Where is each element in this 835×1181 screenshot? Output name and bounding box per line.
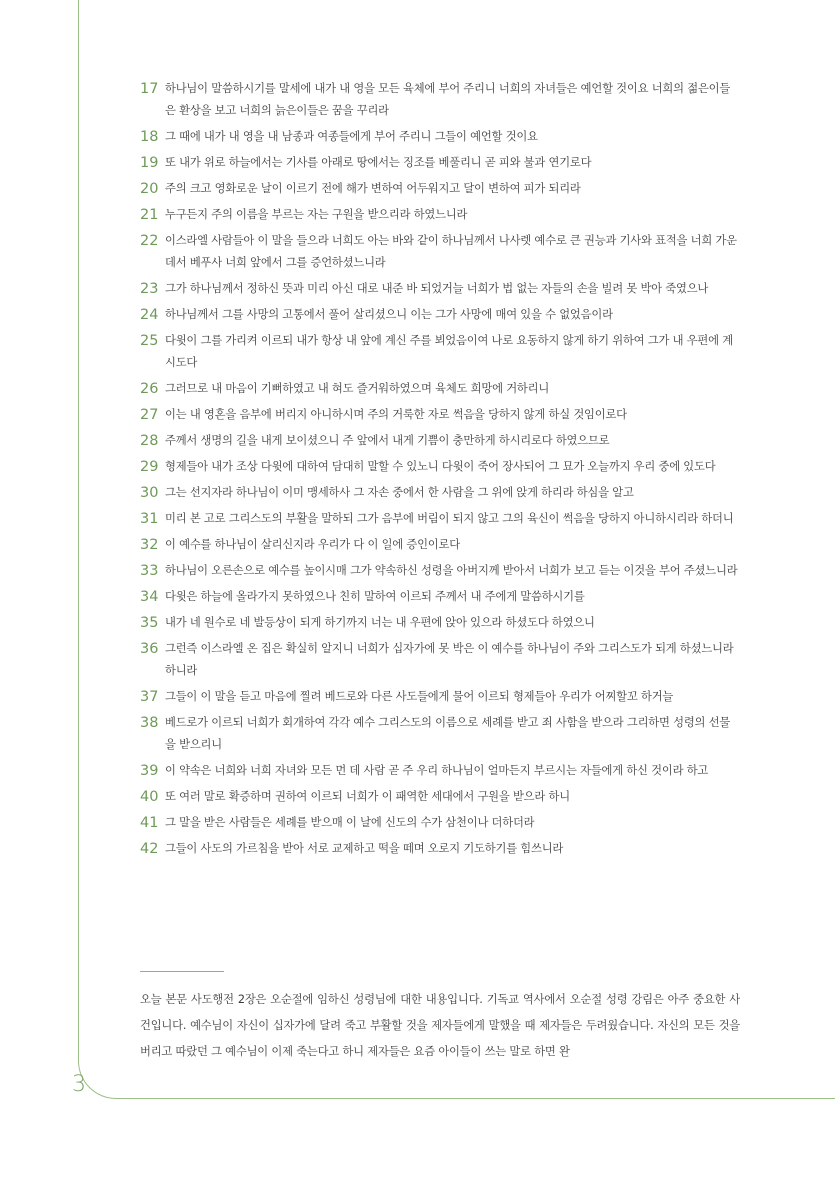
verse-row: [140, 403, 740, 429]
verse-text: 그 때에 내가 내 영을 내 남종과 여종들에게 부어 주리니 그들이 예언할 것이요: [165, 130, 538, 143]
verse-number: 34: [140, 589, 159, 605]
verse-row: [140, 611, 740, 637]
verse-text: 하나님께서 그를 사망의 고통에서 풀어 살리셨으니 이는 그가 사망에 매여 있을 수 없었음이라: [165, 308, 613, 321]
verse-number: 22: [140, 233, 159, 249]
verse-row: [140, 229, 740, 277]
verse-text: 그 말을 받은 사람들은 세례를 받으매 이 날에 신도의 수가 삼천이나 더하더라: [165, 816, 535, 829]
verse-text: 미리 본 고로 그리스도의 부활을 말하되 그가 음부에 버림이 되지 않고 그의 육신이 썩음을 당하지 아니하시리라 하더니: [165, 512, 734, 525]
verse-number: 40: [140, 789, 159, 805]
verse-text: 하나님이 말씀하시기를 말세에 내가 내 영을 모든 육체에 부어 주리니 너희의 자녀들은 예언할 것이요 너희의 젊은이들은 환상을 보고 너희의 늙은이들은 꿈을 꾸리라: [165, 82, 731, 117]
verse-number: 33: [140, 563, 159, 579]
verse-text: 그들이 사도의 가르침을 받아 서로 교제하고 떡을 떼며 오로지 기도하기를 힘쓰니라: [165, 842, 564, 855]
verse-row: [140, 785, 740, 811]
verse-row: [140, 125, 740, 151]
verse-row: [140, 837, 740, 863]
verse-text: 주의 크고 영화로운 날이 이르기 전에 해가 변하여 어두워지고 달이 변하여 피가 되리라: [165, 182, 581, 195]
verse-row: [140, 303, 740, 329]
verse-list: [140, 77, 740, 863]
verse-number: 23: [140, 281, 159, 297]
verse-row: [140, 811, 740, 837]
verse-row: [140, 481, 740, 507]
verse-row: [140, 533, 740, 559]
verse-row: [140, 151, 740, 177]
verse-number: 21: [140, 207, 159, 223]
verse-number: 41: [140, 815, 159, 831]
verse-row: [140, 559, 740, 585]
verse-text: 그가 하나님께서 정하신 뜻과 미리 아신 대로 내준 바 되었거늘 너희가 법 없는 자들의 손을 빌려 못 박아 죽였으나: [165, 282, 709, 295]
verse-text: 다윗이 그를 가리켜 이르되 내가 항상 내 앞에 계신 주를 뵈었음이여 나로 요동하지 않게 하기 위하여 그가 내 우편에 계시도다: [165, 334, 733, 369]
page-number: 3: [72, 1072, 86, 1097]
verse-number: 19: [140, 155, 159, 171]
verse-text: 그런즉 이스라엘 온 집은 확실히 알지니 너희가 십자가에 못 박은 이 예수를 하나님이 주와 그리스도가 되게 하셨느니라 하니라: [165, 642, 734, 677]
verse-row: [140, 637, 740, 685]
verse-number: 20: [140, 181, 159, 197]
verse-text: 그는 선지자라 하나님이 이미 맹세하사 그 자손 중에서 한 사람을 그 위에 앉게 하리라 하심을 알고: [165, 486, 634, 499]
verse-row: [140, 77, 740, 125]
verse-text: 누구든지 주의 이름을 부르는 자는 구원을 받으리라 하였느니라: [165, 208, 468, 221]
verse-row: [140, 429, 740, 455]
verse-number: 29: [140, 459, 159, 475]
verse-text: 하나님이 오른손으로 예수를 높이시매 그가 약속하신 성령을 아버지께 받아서 너희가 보고 듣는 이것을 부어 주셨느니라: [165, 564, 738, 577]
verse-text: 형제들아 내가 조상 다윗에 대하여 담대히 말할 수 있노니 다윗이 죽어 장사되어 그 묘가 오늘까지 우리 중에 있도다: [165, 460, 716, 473]
verse-row: [140, 177, 740, 203]
commentary-paragraph: 오늘 본문 사도행전 2장은 오순절에 임하신 성령님에 대한 내용입니다. 기독교 역사에서 오순절 성령 강림은 아주 중요한 사건입니다. 예수님이 자신이 십자가에 달려 죽고 부활할 것을 제자들에게 말했을 때 제자들은 두려웠습니다. 자신의 모든 것을 버리고 따랐던 그 예수님이 이제 죽는다고 하니 제자들은 요즘 아이들이 쓰는 말로 하면 완: [140, 993, 740, 1058]
verse-text: 그러므로 내 마음이 기뻐하였고 내 혀도 즐거워하였으며 육체도 희망에 거하리니: [165, 382, 550, 395]
verse-number: 30: [140, 485, 159, 501]
verse-row: [140, 685, 740, 711]
verse-number: 39: [140, 763, 159, 779]
verse-number: 42: [140, 841, 159, 857]
verse-text: 내가 네 원수로 네 발등상이 되게 하기까지 너는 내 우편에 앉아 있으라 하셨도다 하였으니: [165, 616, 595, 629]
verse-text: 또 여러 말로 확증하며 권하여 이르되 너희가 이 패역한 세대에서 구원을 받으라 하니: [165, 790, 570, 803]
verse-row: [140, 329, 740, 377]
section-divider: [140, 971, 224, 972]
verse-number: 31: [140, 511, 159, 527]
verse-number: 17: [140, 81, 159, 97]
verse-text: 이 예수를 하나님이 살리신지라 우리가 다 이 일에 증인이로다: [165, 538, 460, 551]
verse-text: 또 내가 위로 하늘에서는 기사를 아래로 땅에서는 징조를 베풀리니 곧 피와 불과 연기로다: [165, 156, 592, 169]
verse-text: 베드로가 이르되 너희가 회개하여 각각 예수 그리스도의 이름으로 세례를 받고 죄 사함을 받으라 그리하면 성령의 선물을 받으리니: [165, 716, 731, 751]
verse-number: 27: [140, 407, 159, 423]
verse-number: 25: [140, 333, 159, 349]
verse-text: 이스라엘 사람들아 이 말을 들으라 너희도 아는 바와 같이 하나님께서 나사렛 예수로 큰 권능과 기사와 표적을 너희 가운데서 베푸사 너희 앞에서 그를 증언하셨느니라: [165, 234, 737, 269]
verse-text: 이는 내 영혼을 음부에 버리지 아니하시며 주의 거룩한 자로 썩음을 당하지 않게 하실 것임이로다: [165, 408, 627, 421]
verse-text: 다윗은 하늘에 올라가지 못하였으나 친히 말하여 이르되 주께서 내 주에게 말씀하시기를: [165, 590, 585, 603]
verse-row: [140, 585, 740, 611]
verse-number: 35: [140, 615, 159, 631]
verse-text: 주께서 생명의 길을 내게 보이셨으니 주 앞에서 내게 기쁨이 충만하게 하시리로다 하였으므로: [165, 434, 610, 447]
verse-number: 38: [140, 715, 159, 731]
verse-row: [140, 711, 740, 759]
verse-row: [140, 759, 740, 785]
verse-text: 이 약속은 너희와 너희 자녀와 모든 먼 데 사람 곧 주 우리 하나님이 얼마든지 부르시는 자들에게 하신 것이라 하고: [165, 764, 709, 777]
verse-number: 37: [140, 689, 159, 705]
verse-number: 24: [140, 307, 159, 323]
verse-row: [140, 507, 740, 533]
verse-text: 그들이 이 말을 듣고 마음에 찔려 베드로와 다른 사도들에게 물어 이르되 형제들아 우리가 어찌할꼬 하거늘: [165, 690, 674, 703]
verse-row: [140, 203, 740, 229]
verse-number: 26: [140, 381, 159, 397]
verse-row: [140, 455, 740, 481]
verse-row: [140, 277, 740, 303]
verse-row: [140, 377, 740, 403]
verse-number: 36: [140, 641, 159, 657]
verse-number: 18: [140, 129, 159, 145]
verse-number: 28: [140, 433, 159, 449]
verse-number: 32: [140, 537, 159, 553]
